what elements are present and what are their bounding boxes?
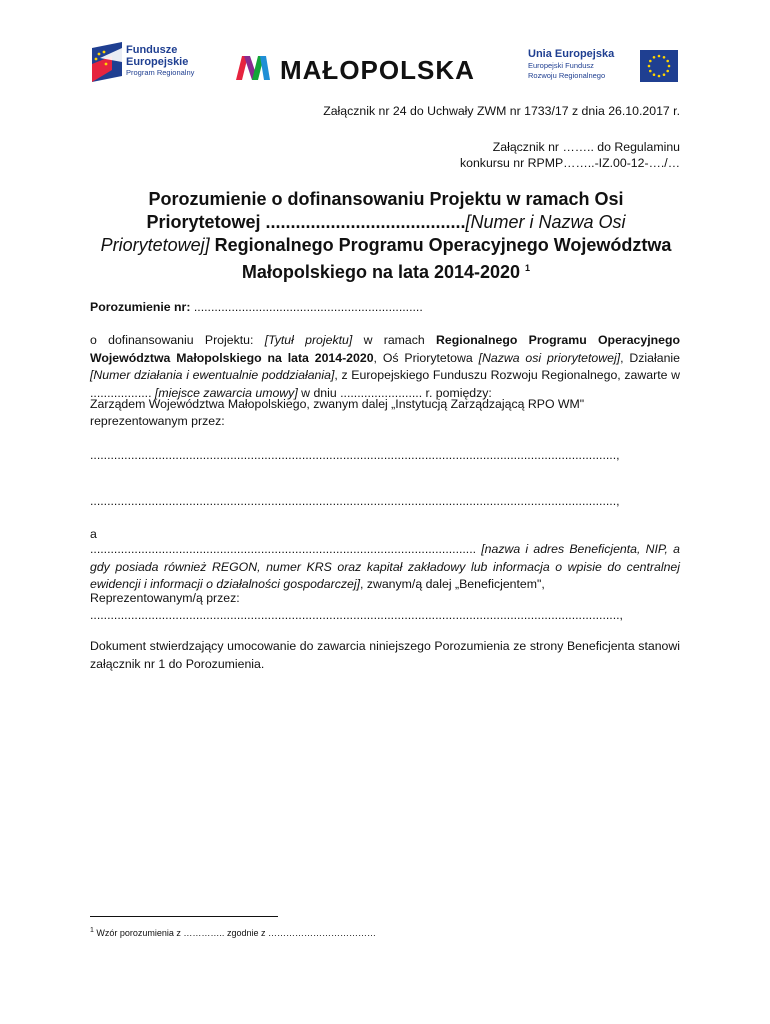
representative-dots-2: ..........................................................................................................................................................,	[90, 494, 620, 508]
footnote	[90, 925, 376, 939]
authorization-note: Dokument stwierdzający umocowanie do zawarcia niniejszego Porozumienia ze strony Beneficjenta stanowi załącznik nr 1 do Porozumienia.	[90, 639, 680, 671]
intro-text-9: , z Europejskiego Funduszu Rozwoju Regionalnego, zawarte w ..................	[90, 368, 681, 400]
axis-name-placeholder: [Nazwa osi priorytetowej]	[478, 350, 621, 365]
measure-placeholder: [Numer działania i ewentualnie poddziałania]	[90, 368, 335, 382]
title-footnote-mark: 1	[525, 263, 531, 273]
intro-text-5: , Oś Priorytetowa	[373, 350, 479, 365]
regulation-line-2: konkursu nr RPMP……..-IZ.00-12-…./…	[459, 156, 680, 170]
intro-text-1: o dofinansowaniu Projektu:	[90, 333, 265, 347]
footnote-separator	[90, 916, 278, 917]
title-part-1: Porozumienie o dofinansowaniu Projektu w ramach Osi Priorytetowej ........................................	[146, 189, 624, 232]
project-title-placeholder: [Tytuł projektu]	[264, 333, 353, 347]
intro-text-11: w dniu ........................ r. pomiędzy:	[297, 385, 492, 400]
footnote-mark: 1	[90, 927, 94, 934]
board-line: Zarządem Województwa Małopolskiego, zwanym dalej „Instytucją Zarządzającą RPO WM"	[90, 397, 585, 411]
attachment-line: Załącznik nr 24 do Uchwały ZWM nr 1733/17 z dnia 26.10.2017 r.	[323, 104, 680, 118]
beneficiary-after: , zwanym/ą dalej „Beneficjentem",	[359, 577, 545, 591]
beneficiary-paragraph	[90, 541, 680, 594]
regulation-line-1: Załącznik nr …….. do Regulaminu	[492, 140, 680, 154]
beneficiary-placeholder: [nazwa i adres Beneficjenta, NIP, a gdy posiada również REGON, numer KRS oraz kapitał zakładowy lub informacja o wpisie do centralnej ewidencji i informacji o działalności gospodarczej]	[90, 542, 680, 591]
beneficiary-dots: .................................................................................................................	[90, 542, 477, 556]
fe-line2: Europejskie	[126, 56, 189, 68]
represented-by-line: reprezentowanym przez:	[90, 414, 225, 428]
fe-line3: Program Regionalny	[126, 68, 195, 77]
representative-dots-1: ..........................................................................................................................................................,	[90, 448, 620, 462]
document-title	[90, 188, 682, 284]
eu-flag-icon	[640, 50, 678, 82]
title-part-3: Regionalnego Programu Operacyjnego Województwa Małopolskiego na lata 2014-2020	[209, 235, 672, 282]
title-axis-placeholder: [Numer i Nazwa Osi Priorytetowej]	[100, 212, 626, 255]
fe-line1: Fundusze	[126, 44, 178, 56]
fe-flag-icon	[90, 42, 124, 82]
and-conjunction: a	[90, 527, 97, 541]
agreement-number-label: Porozumienie nr:	[90, 300, 194, 314]
agreement-number	[90, 299, 680, 316]
footnote-text: Wzór porozumienia z ………….. zgodnie z ………………………………	[93, 928, 376, 938]
eu-line3: Rozwoju Regionalnego	[528, 71, 606, 80]
eu-line2: Europejski Fundusz	[528, 61, 594, 70]
place-placeholder: [miejsce zawarcia umowy]	[154, 385, 298, 400]
intro-text-7: , Działanie	[620, 350, 680, 365]
intro-text-3: w ramach	[352, 333, 437, 347]
beneficiary-representative-dots: ...........................................................................................................................................................,	[90, 608, 623, 622]
beneficiary-represented: Reprezentowanym/ą przez:	[90, 591, 240, 605]
intro-paragraph	[90, 332, 680, 402]
program-name: Regionalnego Programu Operacyjnego Województwa Małopolskiego na lata 2014-2020	[90, 333, 681, 365]
agreement-number-dots: ...................................................................	[193, 300, 423, 314]
malopolska-wordmark: MAŁOPOLSKA	[280, 55, 475, 85]
eu-line1: Unia Europejska	[528, 48, 615, 60]
malopolska-mark-icon	[234, 52, 272, 82]
